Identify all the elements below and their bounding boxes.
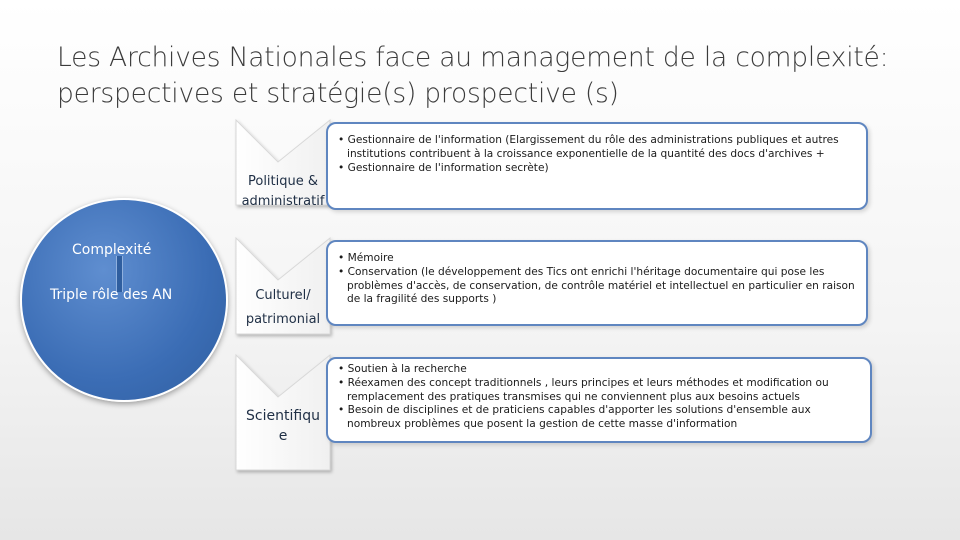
bullet-item: • Gestionnaire de l'information secrète): [338, 162, 856, 176]
title-line-1: Les Archives Nationales face au management de la complexité:: [57, 42, 889, 73]
bullet-item: • Conservation (le développement des Tics ont enrichi l'héritage documentaire qui pose les problèmes d'accès, de conservation, de contrôle matériel et intellectuel en particulier en raison de la fragilité des supports ): [338, 266, 856, 307]
box-politique: [326, 122, 868, 210]
bullet-item: • Mémoire: [338, 252, 856, 266]
box-culturel: [326, 240, 868, 326]
chevron-label-scientifique: [236, 406, 330, 446]
bullet-item: • Réexamen des concept traditionnels , leurs principes et leurs méthodes et modification ou remplacement des pratiques transmises qui ne conviennent plus aux besoins actuels: [338, 377, 860, 405]
title-line-2: perspectives et stratégie(s) prospective (s): [57, 78, 619, 109]
box-scientifique: [326, 357, 872, 443]
bullet-item: • Gestionnaire de l'information (Elargissement du rôle des administrations publiques et autres institutions contribuent à la croissance exponentielle de la quantité des docs d'archives +: [338, 134, 856, 162]
label-line: Scientifiqu: [246, 408, 320, 424]
chevron-label-politique: [236, 172, 330, 212]
bullet-item: • Soutien à la recherche: [338, 363, 860, 377]
label-line: administratif: [241, 194, 325, 209]
chevron-label-culturel: [236, 284, 330, 332]
label-line: patrimonial: [245, 312, 321, 327]
oval-label-triple-role: Triple rôle des AN: [50, 287, 173, 303]
oval-label-complexity: Complexité: [72, 242, 152, 258]
bullet-item: • Besoin de disciplines et de praticiens capables d'apporter les solutions d'ensemble aux nombreux problèmes que posent la gestion de cette masse d'information: [338, 404, 860, 432]
label-line: Culturel/: [255, 288, 311, 303]
label-line: Politique &: [247, 174, 319, 189]
label-line: e: [278, 428, 288, 444]
